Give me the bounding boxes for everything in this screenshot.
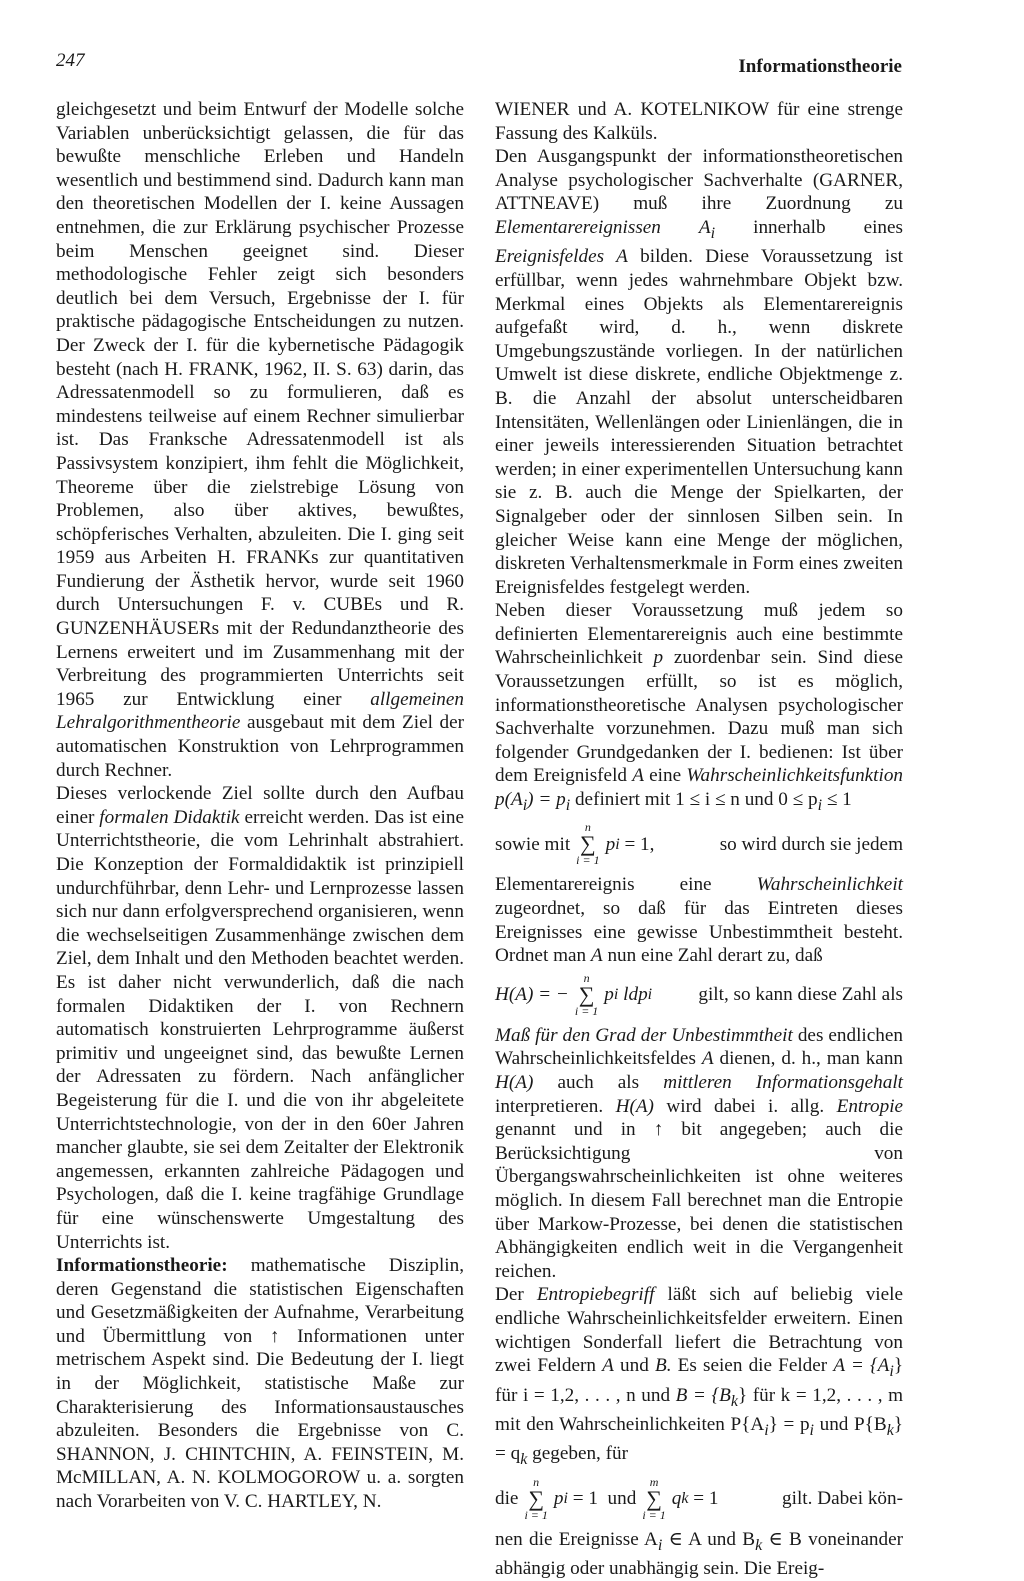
math-expression: ) = p: [527, 789, 566, 811]
sum-operator: [642, 1476, 665, 1522]
math-subscript: k: [520, 1451, 528, 1469]
math-subscript: i: [613, 986, 619, 1004]
math-subscript: i: [657, 1536, 663, 1554]
math-subscript: k: [730, 1392, 738, 1410]
text-run: erreicht werden. Das ist eine Unterrichtstheorie, die vom Lehrinhalt abstrahiert. Die Konzeption der Formaldidaktik ist prinzipiell undurchführbar, denn Lehr- und Lernprozesse lassen sich nur dann erfolgversprechend organisieren, wenn die wechselseitigen Zusammenhänge zwischen dem Ziel, dem Inhalt und den Methoden beachtet werden. Es ist daher nicht verwunderlich, daß die nach formalen Didaktiken der I. von Rechnern automatisch konstruierten Lehrprogramme äußerst primitiv und ungeeignet sind, das bewußte Lernen der Adressaten zu fördern. Nach anfänglicher Begeisterung für die I. und die von ihr abgeleitete Unterrichtstechnologie, von der in den 60er Jahren mancher glaubte, sie sei dem Zeitalter der Elektronik angemessen, erkannten zahlreiche Pädagogen und Psychologen, daß die I. keine tragfähige Grundlage für eine wünschenswerte Umgestaltung des Unterrichts ist.: [56, 806, 465, 1253]
emphasis: Elementarereignissen: [495, 216, 661, 238]
cross-reference-arrow-icon: ↑: [269, 1325, 280, 1347]
text-run: eine: [649, 765, 682, 787]
text-run: genannt und in: [495, 1119, 636, 1141]
math-expression: p: [604, 984, 614, 1006]
entry-term: Informationstheorie:: [56, 1255, 228, 1277]
text-run: nen die Ereignisse A: [495, 1528, 658, 1550]
math-expression: H(A): [615, 1095, 654, 1117]
text-run: ≤ 1: [826, 789, 852, 811]
text-run: zuordenbar sein. Sind diese Voraussetzungen erfüllt, so ist es möglich, informationstheoretische Analysen psychologischer Sachverhalte vorzunehmen. Dazu muß man sich folgender Grundgedanken der I. bedienen: Ist über dem Ereignisfeld: [495, 647, 903, 787]
text-run: Dieses verlockende Ziel sollte durch den Aufbau einer: [56, 783, 464, 828]
text-run: gilt, so kann diese Zahl als: [698, 984, 903, 1006]
text-run: definiert mit 1 ≤ i ≤ n und 0 ≤ p: [574, 789, 818, 811]
math-symbol: A: [701, 1048, 714, 1070]
emphasis: Maß für den Grad der Unbestimmtheit: [495, 1024, 793, 1046]
text-run: dienen, d. h., man kann: [719, 1048, 904, 1070]
text-run: nun eine Zahl derart zu, daß: [607, 945, 823, 967]
math-subscript: i: [615, 835, 620, 853]
emphasis: Wahrscheinlichkeitsfunktion: [686, 765, 904, 787]
text-run: bilden. Diese Voraussetzung ist erfüllbar, wenn jedes wahrnehmbare Objekt bzw. Merkmal eines Objekts als Elementarereignis aufgefaßt wird, d. h., wenn diskrete Umgebungszustände vorliegen. In der natürlichen Umwelt ist diese diskrete, endliche Objektmenge z. B. die Anzahl der absolut unterscheidbaren Intensitäten, Wellenlängen oder Linienlängen, die in einer jeweils interessierenden Situation betrachtet werden; in einer experimentellen Untersuchung kann sie z. B. auch die Menge der Spielkarten, der Signalgeber oder der sinnlosen Silben sein. In gleicher Weise kann eine Menge der möglichen, diskreten Verhaltensmerkmale in Form eines zweiten Ereignisfeldes festgelegt werden.: [495, 246, 904, 598]
text-run: interpretieren.: [495, 1095, 604, 1117]
text-run: und P{B: [819, 1414, 887, 1435]
text-run: so wird durch sie jedem: [719, 833, 903, 855]
math-expression: H(A) = −: [495, 984, 569, 1006]
math-subscript: k: [681, 1490, 689, 1508]
text-run: Der: [495, 1284, 524, 1306]
math-expression: = 1,: [624, 833, 655, 855]
math-symbol: A: [632, 765, 644, 787]
math-expression: p: [605, 833, 616, 855]
sum-operator: [576, 821, 599, 867]
math-subscript: i: [710, 224, 716, 242]
text-run: und: [620, 1355, 649, 1377]
paragraph: [495, 1283, 903, 1471]
sum-operator: [524, 1476, 547, 1522]
page-number: 247: [56, 50, 85, 71]
paragraph: [56, 782, 464, 1254]
text-run: und: [607, 1488, 637, 1510]
text-run: Den Ausgangspunkt der informationstheoretischen Analyse psychologischer Sachverhalte (GARNER, ATTNEAVE) muß ihre Zuordnung zu: [495, 146, 903, 215]
paragraph: [495, 599, 903, 817]
sum-upper-limit: n: [583, 970, 590, 985]
text-run: gegeben, für: [532, 1443, 629, 1465]
paragraph: [495, 1024, 903, 1284]
math-symbol: A: [698, 216, 711, 238]
text-run: auch als: [557, 1072, 640, 1094]
math-symbol: A: [590, 945, 603, 967]
text-run: ∈ A und B: [668, 1528, 756, 1550]
formula-sum-probabilities: [495, 821, 903, 867]
math-subscript: i: [764, 1421, 769, 1439]
text-run: sowie mit: [495, 833, 571, 855]
text-run: } für i = 1,2, . . . , n und: [495, 1355, 904, 1406]
text-run: } = q: [495, 1414, 904, 1465]
math-symbol: A: [602, 1355, 614, 1377]
math-symbol: B.: [654, 1355, 672, 1377]
math-subscript: i: [817, 796, 823, 814]
formula-two-sums: [495, 1476, 903, 1522]
text-run: mathematische Disziplin, deren Gegenstand die statistischen Eigenschaften und Gesetzmäßigkeiten der Aufnahme, Verarbeitung und Übermittlung von: [56, 1255, 464, 1347]
math-expression: H(A): [495, 1072, 534, 1094]
running-head: Informationstheorie: [738, 56, 902, 77]
sum-upper-limit: m: [649, 1474, 659, 1489]
paragraph: [495, 145, 903, 599]
math-subscript: i: [809, 1421, 814, 1439]
sum-operator: [575, 972, 598, 1018]
math-subscript: i: [889, 1362, 894, 1380]
emphasis: allgemeinen Lehralgorithmentheorie: [56, 688, 464, 734]
emphasis: Wahrscheinlichkeit: [756, 874, 903, 896]
formula-entropy: [495, 972, 903, 1018]
text-run: zugeordnet, so daß für das Eintreten dieses Ereignisses eine gewisse Unbestimmtheit besteht. Ordnet man: [495, 898, 903, 967]
paragraph: [495, 1528, 903, 1581]
text-run: Es seien die Felder: [677, 1355, 828, 1377]
math-expression: = 1: [572, 1488, 598, 1510]
emphasis: Entropie: [836, 1095, 904, 1117]
math-expression: p(A: [495, 789, 523, 811]
text-run: gilt. Dabei kön-: [782, 1488, 903, 1510]
sum-upper-limit: n: [533, 1474, 540, 1489]
text-run: Informationen unter metrischem Aspekt sind. Die Bedeutung der I. liegt in der Möglichkeit, statistische Maße zur Charakterisierung des Informationsaustausches abzuleiten. Besonders die Ergebnisse von C. SHANNON, J. CHINTCHIN, A. FEINSTEIN, M. McMILLAN, A. N. KOLMOGOROW u. a. sorgten nach Vorarbeiten von V. C. HARTLEY, N.: [56, 1325, 465, 1513]
sum-lower-limit: i = 1: [576, 853, 600, 868]
text-run: wird dabei i. allg.: [666, 1095, 825, 1117]
text-run: Neben dieser Voraussetzung muß jedem so definierten Elementarereignis auch eine bestimmte Wahrscheinlichkeit: [495, 600, 903, 669]
emphasis: Ereignisfeldes A: [495, 246, 628, 268]
math-subscript: i: [522, 796, 528, 814]
sigma-symbol: ∑: [528, 1485, 545, 1511]
sum-lower-limit: i = 1: [642, 1507, 666, 1522]
text-run: innerhalb eines: [753, 216, 904, 238]
sigma-symbol: ∑: [578, 981, 595, 1007]
math-subscript: i: [563, 1490, 568, 1508]
sum-lower-limit: i = 1: [574, 1003, 599, 1018]
emphasis: mittleren Informationsgehalt: [663, 1072, 903, 1094]
math-expression: p: [553, 1488, 564, 1510]
math-expression: B = {B: [675, 1384, 731, 1406]
math-expression: A = {A: [833, 1355, 890, 1377]
math-symbol: p: [653, 647, 664, 669]
text-run: } für k = 1,2, . . . , m mit den Wahrscheinlichkeiten P{A: [495, 1384, 904, 1435]
text-run: WIENER und A. KOTELNIKOW für eine strenge Fassung des Kalküls.: [495, 99, 903, 144]
sigma-symbol: ∑: [646, 1485, 662, 1511]
text-run: des endlichen Wahrscheinlichkeitsfeldes: [495, 1024, 903, 1070]
text-run: } = p: [768, 1414, 810, 1435]
text-run: bit angegeben; auch die Berücksichtigung von Übergangswahrscheinlichkeiten ist ohne weiteres möglich. In diesem Fall berechnet man die Entropie über Markow-Prozesse, bei denen die statistischen Abhängigkeiten endlich weit in die Vergangenheit reichen.: [495, 1119, 903, 1282]
math-subscript: k: [886, 1421, 894, 1439]
math-expression: = 1: [693, 1488, 719, 1510]
math-subscript: i: [565, 796, 571, 814]
cross-reference-arrow-icon: ↑: [653, 1119, 664, 1141]
text-run: läßt sich auf beliebig viele endliche Wahrscheinlichkeitsfelder erweitern. Einen wichtigen Sonderfall liefert die Betrachtung von zwei Feldern: [495, 1284, 904, 1377]
right-column: [495, 98, 903, 1581]
left-column: [56, 98, 464, 1514]
math-subscript: i: [647, 986, 653, 1004]
text-run: die: [495, 1488, 519, 1510]
math-subscript: k: [755, 1536, 763, 1554]
sum-lower-limit: i = 1: [524, 1507, 548, 1522]
paragraph: [495, 98, 903, 145]
math-expression: q: [671, 1488, 682, 1510]
math-expression: ldp: [623, 984, 648, 1006]
text-run: gleichgesetzt und beim Entwurf der Modelle solche Variablen unberücksichtigt gelassen, die für das bewußte menschliche Erleben und Handeln wesentlich und bestimmend sind. Dadurch kann man den theoretischen Modellen der I. keine Aussagen entnehmen, die zur Erklärung psychischer Prozesse beim Menschen geeignet sind. Dieser methodologische Fehler zeigt sich besonders deutlich bei dem Versuch, Ergebnisse der I. für praktische pädagogische Entscheidungen zu nutzen. Der Zweck der I. für die kybernetische Pädagogik besteht (nach H. FRANK, 1962, II. S. 63) darin, das Adressatenmodell so zu formulieren, daß es mindestens teilweise auf einem Rechner simulierbar ist. Das Franksche Adressatenmodell ist als Passivsystem konzipiert, ihm fehlt die Möglichkeit, Theoreme über die zielstrebige Lösung von Problemen, also über aktives, bewußtes, schöpferisches Verhalten, abzuleiten. Die I. ging seit 1959 aus Arbeiten H. FRANKs zur quantitativen Fundierung der Ästhetik hervor, wurde seit 1960 durch Untersuchungen F. v. CUBEs und R. GUNZENHÄUSERs mit der Redundanztheorie des Lernens erweitert und im Zusammenhang mit der Verbreitung des programmierten Unterrichts seit 1965 zur Entwicklung einer: [56, 99, 464, 710]
paragraph: [495, 873, 903, 967]
paragraph: [56, 98, 464, 782]
sum-upper-limit: n: [584, 820, 591, 835]
text-run: ∈ B voneinander abhängig oder unabhängig sein. Die Ereig-: [495, 1528, 904, 1580]
dictionary-entry: [56, 1254, 464, 1514]
emphasis: formalen Didaktik: [99, 806, 240, 828]
sigma-symbol: ∑: [580, 831, 596, 857]
text-run: Elementarereignis eine: [495, 874, 712, 896]
text-run: ausgebaut mit dem Ziel der automatischen Konstruktion von Lehrprogrammen durch Rechner.: [56, 712, 465, 781]
emphasis: Entropiebegriff: [536, 1284, 655, 1306]
